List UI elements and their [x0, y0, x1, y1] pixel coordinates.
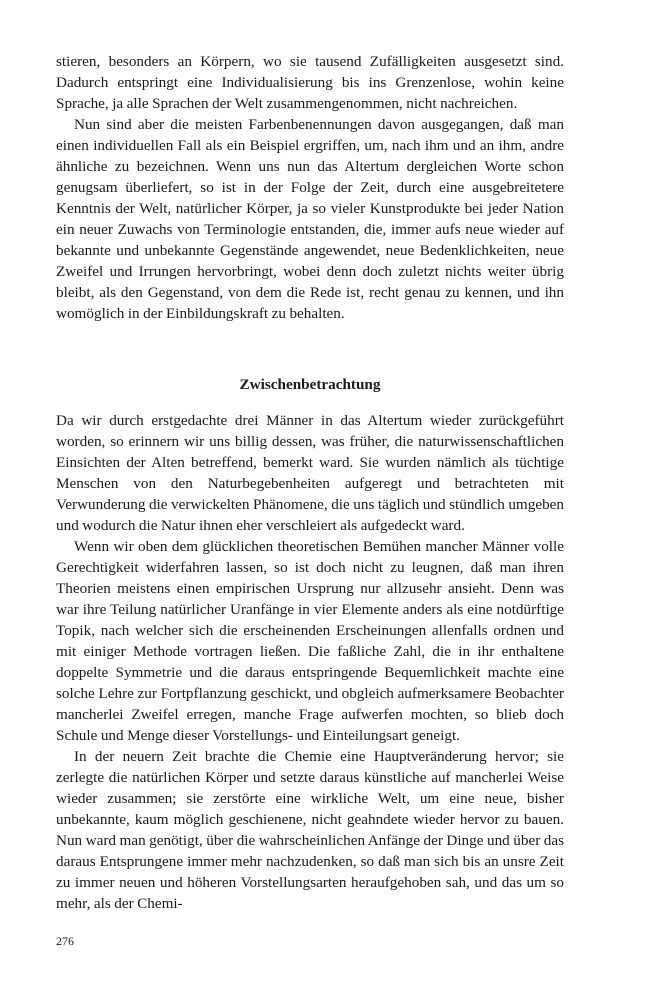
paragraph-antiquity: Da wir durch erstgedachte drei Männer in das Altertum wieder zurückgeführt worden, so erinnern wir uns billig dessen, was früher, die naturwissenschaftlichen Einsichten der Alten betreffend, bemerkt ward. Sie wurden nämlich als tüchtige Menschen von den Naturbegebenheiten aufgeregt und betrachteten mit Verwunderung die verwickelten Phänomene, die uns täglich und stündlich umgeben und wodurch die Natur ihnen eher verschleiert als aufgedeckt ward.	[56, 412, 564, 534]
paragraph-color-names: Nun sind aber die meisten Farbenbenennungen davon ausgegangen, daß man einen individuellen Fall als ein Beispiel ergriffen, um, nach ihm und an ihm, andre ähnliche zu bezeichnen. Wenn uns nun das Altertum dergleichen Worte schon genugsam überliefert, so ist in der Folge der Zeit, durch eine ausgebreitetere Kenntnis der Welt, natürlicher Körper, ja so vieler Kunstprodukte bei jeder Nation ein neuer Zuwachs von Terminologie entstanden, die, immer aufs neue wieder auf bekannte und unbekannte Gegenstände angewendet, neue Bedenklichkeiten, neue Zweifel und Irrungen hervorbringt, wobei denn doch zuletzt nichts weiter übrig bleibt, als den Gegenstand, von dem die Rede ist, recht genau zu kennen, und ihn womöglich in der Einbildungskraft zu behalten.	[56, 116, 564, 322]
paragraph-chemistry: In der neuern Zeit brachte die Chemie eine Hauptveränderung hervor; sie zerlegte die natürlichen Körper und setzte daraus künstliche auf mancherlei Weise wieder zusammen; sie zerstörte eine wirkliche Welt, um eine neue, bisher unbekannte, kaum möglich geschienene, nicht geahndete wieder hervor zu bauen. Nun ward man genötigt, über die wahrscheinlichen Anfänge der Dinge und über das daraus Entsprungene immer mehr nachzudenken, so daß man sich bis an unsre Zeit zu immer neuen und höheren Vorstellungsarten heraufgehoben sah, und das um so mehr, als der Chemi-	[56, 748, 564, 912]
paragraph-continuation: stieren, besonders an Körpern, wo sie tausend Zufälligkeiten ausgesetzt sind. Dadurch entspringt eine Individualisierung bis ins Grenzenlose, wohin keine Sprache, ja alle Sprachen der Welt zusammengenommen, nicht nachreichen.	[56, 53, 564, 112]
section-heading: Zwischenbetrachtung	[239, 376, 381, 393]
paragraph-theories: Wenn wir oben dem glücklichen theoretischen Bemühen mancher Männer volle Gerechtigkeit widerfahren lassen, so ist doch nicht zu leugnen, daß man ihren Theorien meistens einen empirischen Ursprung nur allzusehr ansieht. Denn was war ihre Teilung natürlicher Uranfänge in vier Elemente anders als eine notdürftige Topik, nach welcher sich die erscheinenden Erscheinungen allenfalls ordnen und mit einiger Methode vortragen ließen. Die faßliche Zahl, die in ihr enthaltene doppelte Symmetrie und die daraus entspringende Bequemlichkeit machte eine solche Lehre zur Fortpflanzung geschickt, und obgleich aufmerksamere Beobachter mancherlei Zweifel erregen, manche Frage aufwerfen mochten, so blieb doch Schule und Menge dieser Vorstellungs- und Einteilungsart geneigt.	[56, 538, 564, 744]
page-number: 276	[56, 934, 74, 948]
text-section-intro	[56, 51, 564, 324]
text-section-interlude	[56, 410, 564, 914]
